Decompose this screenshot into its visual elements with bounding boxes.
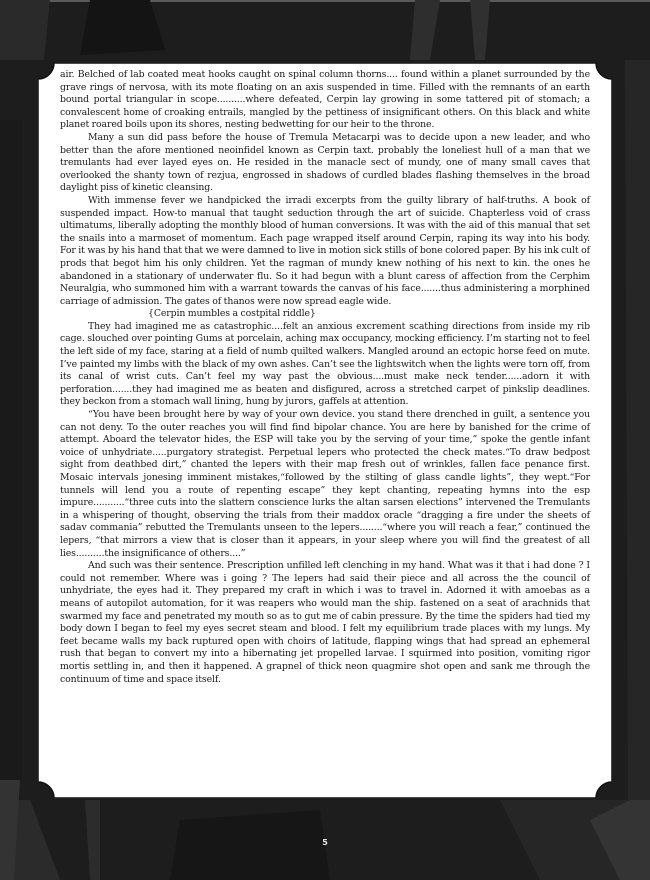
page-number: 5 <box>322 838 328 847</box>
stage-direction: {Cerpin mumbles a costpital riddle} <box>148 308 316 320</box>
paragraph: And such was their sentence. Prescription unfilled left clenching in my hand. What was it that i had done ? I could not remember. Where was i going ? The lepers had said their piece and all across the the council of unhydriate, the eyes had it. They prepared my craft in which i was to travel in. Adorned it with amoebas as a means of autopilot automation, for it was reapers who would man the ship. fastened on a seat of arachnids that swarmed my face and penetrated my mouth so as to gut me of cabin pressure. By the time the spiders had tied my body down I began to feel my eyes secret steam and blood. I felt my equilibrium trade places with my lungs. My feet became walls my back ruptured open with choirs of latitude, flapping wings that had spread an ephemeral rush that began to convert my into a hibernating jet propelled larvae. I squirmed into position, vomiting rigor mortis settling in, and then it happened. A grapnel of thick neon quagmire shot open and sank me through the continuum of time and space itself. <box>60 560 590 685</box>
paragraph: They had imagined me as catastrophic....felt an anxious excrement scathing directions from inside my rib cage. slouched over pointing Gums at porcelain, aching max occupancy, mocking efficiency. I’m starting not to feel the left side of my face, staring at a field of numb quilted walkers. Mangled around an ectopic horse feed on mute. I’ve painted my limbs with the black of my own ashes. Can’t see the lightswitch when the lights were torn off, from its canal of wrist cuts. Can’t feel my way past the obvious....must make neck tender......adorn it with perforation.......they had imagined me as beaten and disfigured, across a stretched carpet of pinkslip deadlines. they beckon from a stomach wall lining, hung by jurors, gaffels at attention. <box>60 320 590 408</box>
paragraph: Many a sun did pass before the house of Tremula Metacarpi was to decide upon a new leader, and who better than the afore mentioned neoinfidel known as Cerpin taxt. probably the loneliest hull of a man that we tremulants had ever layed eyes on. He resided in the manacle sect of mundy, one of many small caves that overlooked the shanty town of rezjua, engrossed in shadows of curdled blades flashing themselves in the broad daylight piss of kinetic cleansing. <box>60 131 590 194</box>
paragraph: air. Belched of lab coated meat hooks caught on spinal column thorns.... found within a planet surrounded by the grave rings of nervosa, with its mote floating on an axis suspended in time. Filled with the remnants of an earth bound portal triangular in scope..........where defeated, Cerpin lay growing in some tattered pit of stomach; a convalescent home of croaking entrails, mangled by the pettiness of insignificant others. On this black and white planet roared boils upon its shores, nesting bedwetting for our heir to the throne. <box>60 69 590 131</box>
ink-streak <box>0 120 22 780</box>
story-text <box>60 69 590 686</box>
ink-streak <box>625 60 650 800</box>
text-page <box>38 63 612 798</box>
paragraph: “You have been brought here by way of your own device. you stand there drenched in guilt, a sentence you can not deny. To the outer reaches you will find find bipolar chance. You are here by banished for the crime of attempt. Aboard the televator hides, the ESP will take you by the serving of your time,” spoke the gentle infant voice of unhydriate.....purgatory strategist. Perpetual lepers who protected the check mates.“To draw bedpost sight from deathbed dirt,” chanted the lepers with their map fresh out of wrinkles, fallen face penance first. Mosaic intervals jonesing imminent mistakes,“followed by the stilting of glass candle lights”, they wept.“For tunnels will lend you a route of repenting escape” they kept chanting, repeating hymns into the esp impure...........“three cuts into the slattern conscience lurks the altan sarsen elections” intervened the Tremulants in a whispering of thought, observing the trials from their maddox oracle “dragging a fire under the sheets of sadav commania” rebutted the Tremulants unseen to the lepers........“where you will reach a fear,” continued the lepers, “that mirrors a view that is closer than it appears, in your sleep where you will find the greatest of all lies..........the insignificance of others....” <box>60 409 590 559</box>
paragraph: With immense fever we handpicked the irradi excerpts from the guilty library of half-truths. A book of suspended impact. How-to manual that taught seduction through the art of suicide. Chapterless void of crass ultimatums, liberally adopting the monthly blood of human conversions. It was with the aid of this manual that set the snails into a marmoset of momentum. Each page wrapped itself around Cerpin, raping its way into his body. For it was by his hand that that we were damned to live in motion sick stills of bone colored paper. By his ink cult of prods that begot him his only children. Yet the ragman of mundy knew nothing of his next to kin. the ones he abandoned in a stationary of underwater flu. So it had begun with a blunt caress of affection from the Cerphim Neuralgia, who summoned him with a warrant towards the canvas of his face.......thus administering a morphined carriage of admission. The gates of thanos were now spread eagle wide. <box>60 194 590 307</box>
ink-streak <box>0 0 50 60</box>
ink-streak <box>80 0 165 55</box>
